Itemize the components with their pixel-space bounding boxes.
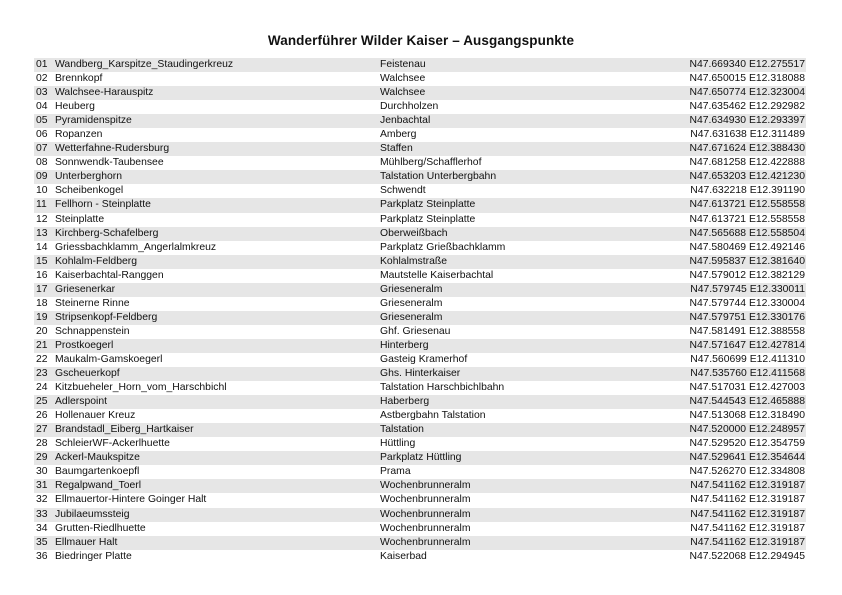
start-location: Grieseneralm	[380, 283, 443, 295]
coordinates: N47.635462 E12.292982	[689, 101, 805, 113]
trail-name: Ellmauertor-Hintere Goinger Halt	[55, 494, 207, 506]
start-location: Schwendt	[380, 185, 426, 197]
table-row	[34, 86, 806, 100]
start-location: Walchsee	[380, 73, 426, 85]
row-number: 06	[36, 129, 48, 141]
table-row	[34, 283, 806, 297]
table-row	[34, 269, 806, 283]
coordinates: N47.650015 E12.318088	[689, 73, 805, 85]
trail-name: Baumgartenkoepfl	[55, 466, 140, 478]
table-row	[34, 213, 806, 227]
start-location: Durchholzen	[380, 101, 439, 113]
start-location: Prama	[380, 466, 411, 478]
table-row	[34, 241, 806, 255]
table-row	[34, 156, 806, 170]
table-row	[34, 536, 806, 550]
coordinates: N47.579751 E12.330176	[689, 311, 805, 323]
table-row	[34, 114, 806, 128]
trail-name: Ackerl-Maukspitze	[55, 452, 140, 464]
coordinates: N47.520000 E12.248957	[689, 424, 805, 436]
row-number: 29	[36, 452, 48, 464]
row-number: 26	[36, 410, 48, 422]
coordinates: N47.565688 E12.558504	[689, 227, 805, 239]
trail-name: Brennkopf	[55, 73, 103, 85]
start-location: Parkplatz Steinplatte	[380, 199, 476, 211]
trail-name: Scheibenkogel	[55, 185, 124, 197]
trail-name: Prostkoegerl	[55, 339, 114, 351]
row-number: 08	[36, 157, 48, 169]
trail-name: Regalpwand_Toerl	[55, 480, 142, 492]
trail-name: Stripsenkopf-Feldberg	[55, 311, 158, 323]
trail-name: SchleierWF-Ackerlhuette	[55, 438, 170, 450]
trail-name: Brandstadl_Eiberg_Hartkaiser	[55, 424, 194, 436]
row-number: 02	[36, 73, 48, 85]
coordinates: N47.571647 E12.427814	[689, 339, 805, 351]
start-location: Wochenbrunneralm	[380, 494, 471, 506]
start-location: Wochenbrunneralm	[380, 508, 471, 520]
row-number: 16	[36, 269, 48, 281]
coordinates: N47.653203 E12.421230	[689, 171, 805, 183]
trail-name: Ellmauer Halt	[55, 536, 118, 548]
table-row	[34, 325, 806, 339]
coordinates: N47.541162 E12.319187	[690, 508, 805, 520]
table-row	[34, 227, 806, 241]
coordinates: N47.634930 E12.293397	[689, 115, 805, 127]
start-location: Hinterberg	[380, 339, 429, 351]
coordinates: N47.580469 E12.492146	[689, 241, 805, 253]
table-row	[34, 451, 806, 465]
start-location: Mühlberg/Schafflerhof	[380, 157, 482, 169]
row-number: 36	[36, 550, 48, 562]
table-row	[34, 170, 806, 184]
row-number: 10	[36, 185, 48, 197]
row-number: 13	[36, 227, 48, 239]
coordinates: N47.560699 E12.411310	[690, 353, 805, 365]
row-number: 07	[36, 143, 48, 155]
table-row	[34, 550, 806, 564]
table-row	[34, 311, 806, 325]
trail-name: Ropanzen	[55, 129, 103, 141]
start-location: Kohlalmstraße	[380, 255, 447, 267]
trail-name: Heuberg	[55, 101, 95, 113]
coordinates: N47.541162 E12.319187	[690, 536, 805, 548]
table-row	[34, 522, 806, 536]
start-location: Astbergbahn Talstation	[380, 410, 486, 422]
coordinates: N47.526270 E12.334808	[689, 466, 805, 478]
trail-name: Fellhorn - Steinplatte	[55, 199, 151, 211]
trail-name: Jubilaeumssteig	[55, 508, 130, 520]
start-location: Amberg	[380, 129, 417, 141]
trailhead-table	[34, 58, 806, 564]
row-number: 17	[36, 283, 48, 295]
trail-name: Adlerspoint	[55, 396, 107, 408]
trail-name: Steinerne Rinne	[55, 297, 130, 309]
start-location: Jenbachtal	[380, 115, 431, 127]
start-location: Kaiserbad	[380, 550, 427, 562]
trail-name: Maukalm-Gamskoegerl	[55, 353, 163, 365]
table-row	[34, 508, 806, 522]
row-number: 20	[36, 325, 48, 337]
coordinates: N47.632218 E12.391190	[690, 185, 805, 197]
trail-name: Kaiserbachtal-Ranggen	[55, 269, 164, 281]
start-location: Ghs. Hinterkaiser	[380, 368, 461, 380]
coordinates: N47.579745 E12.330011	[690, 283, 805, 295]
coordinates: N47.517031 E12.427003	[689, 382, 805, 394]
coordinates: N47.579744 E12.330004	[689, 297, 805, 309]
table-row	[34, 409, 806, 423]
start-location: Parkplatz Grießbachklamm	[380, 241, 506, 253]
table-row	[34, 58, 806, 72]
table-row	[34, 72, 806, 86]
start-location: Wochenbrunneralm	[380, 536, 471, 548]
row-number: 32	[36, 494, 48, 506]
coordinates: N47.541162 E12.319187	[690, 480, 805, 492]
coordinates: N47.669340 E12.275517	[689, 59, 805, 70]
row-number: 24	[36, 382, 48, 394]
trail-name: Griesenerkar	[55, 283, 116, 295]
row-number: 27	[36, 424, 48, 436]
coordinates: N47.544543 E12.465888	[689, 396, 805, 408]
row-number: 12	[36, 213, 48, 225]
coordinates: N47.529520 E12.354759	[689, 438, 805, 450]
trail-name: Wetterfahne-Rudersburg	[55, 143, 170, 155]
trail-name: Pyramidenspitze	[55, 115, 132, 127]
row-number: 05	[36, 115, 48, 127]
coordinates: N47.529641 E12.354644	[689, 452, 805, 464]
row-number: 22	[36, 353, 48, 365]
start-location: Mautstelle Kaiserbachtal	[380, 269, 494, 281]
start-location: Hüttling	[380, 438, 416, 450]
row-number: 09	[36, 171, 48, 183]
coordinates: N47.581491 E12.388558	[689, 325, 805, 337]
coordinates: N47.535760 E12.411568	[690, 368, 805, 380]
row-number: 31	[36, 480, 48, 492]
table-row	[34, 339, 806, 353]
row-number: 15	[36, 255, 48, 267]
start-location: Staffen	[380, 143, 413, 155]
trail-name: Steinplatte	[55, 213, 105, 225]
table-row	[34, 142, 806, 156]
trail-name: Biedringer Platte	[55, 550, 132, 562]
row-number: 03	[36, 87, 48, 99]
trail-name: Walchsee-Harauspitz	[55, 87, 154, 99]
coordinates: N47.595837 E12.381640	[689, 255, 805, 267]
table-row	[34, 437, 806, 451]
row-number: 01	[36, 59, 48, 70]
row-number: 18	[36, 297, 48, 309]
trail-name: Wandberg_Karspitze_Staudingerkreuz	[55, 59, 234, 70]
trail-name: Sonnwendk-Taubensee	[55, 157, 164, 169]
table-row	[34, 255, 806, 269]
table-row	[34, 184, 806, 198]
coordinates: N47.681258 E12.422888	[689, 157, 805, 169]
coordinates: N47.579012 E12.382129	[689, 269, 805, 281]
start-location: Talstation Harschbichlbahn	[380, 382, 505, 394]
trail-name: Unterberghorn	[55, 171, 123, 183]
start-location: Grieseneralm	[380, 311, 443, 323]
trail-name: Kitzbueheler_Horn_vom_Harschbichl	[55, 382, 227, 394]
coordinates: N47.513068 E12.318490	[689, 410, 805, 422]
coordinates: N47.671624 E12.388430	[689, 143, 805, 155]
table-row	[34, 297, 806, 311]
table-row	[34, 493, 806, 507]
trail-name: Kohlalm-Feldberg	[55, 255, 138, 267]
table-row	[34, 353, 806, 367]
row-number: 25	[36, 396, 48, 408]
row-number: 28	[36, 438, 48, 450]
start-location: Oberweißbach	[380, 227, 448, 239]
start-location: Parkplatz Steinplatte	[380, 213, 476, 225]
start-location: Gasteig Kramerhof	[380, 353, 468, 365]
row-number: 11	[36, 199, 47, 211]
start-location: Walchsee	[380, 87, 426, 99]
coordinates: N47.613721 E12.558558	[689, 213, 805, 225]
coordinates: N47.650774 E12.323004	[689, 87, 805, 99]
page-title: Wanderführer Wilder Kaiser – Ausgangspunkte	[267, 33, 575, 48]
table-row	[34, 479, 806, 493]
coordinates: N47.522068 E12.294945	[689, 550, 805, 562]
row-number: 19	[36, 311, 48, 323]
row-number: 21	[36, 339, 48, 351]
table-row	[34, 128, 806, 142]
row-number: 34	[36, 522, 48, 534]
coordinates: N47.541162 E12.319187	[690, 522, 805, 534]
row-number: 30	[36, 466, 48, 478]
start-location: Haberberg	[380, 396, 430, 408]
start-location: Talstation Unterbergbahn	[380, 171, 497, 183]
table-row	[34, 367, 806, 381]
coordinates: N47.631638 E12.311489	[690, 129, 805, 141]
table-row	[34, 381, 806, 395]
table-row	[34, 423, 806, 437]
start-location: Feistenau	[380, 59, 426, 70]
row-number: 35	[36, 536, 48, 548]
start-location: Talstation	[380, 424, 424, 436]
trail-name: Grutten-Riedlhuette	[55, 522, 146, 534]
table-row	[34, 198, 806, 212]
row-number: 23	[36, 368, 48, 380]
table-row	[34, 465, 806, 479]
trail-name: Gscheuerkopf	[55, 368, 120, 380]
coordinates: N47.541162 E12.319187	[690, 494, 805, 506]
trail-name: Griessbachklamm_Angerlalmkreuz	[55, 241, 217, 253]
trail-name: Kirchberg-Schafelberg	[55, 227, 159, 239]
row-number: 14	[36, 241, 48, 253]
table-row	[34, 395, 806, 409]
start-location: Wochenbrunneralm	[380, 480, 471, 492]
start-location: Grieseneralm	[380, 297, 443, 309]
trail-name: Hollenauer Kreuz	[55, 410, 136, 422]
start-location: Wochenbrunneralm	[380, 522, 471, 534]
coordinates: N47.613721 E12.558558	[689, 199, 805, 211]
start-location: Parkplatz Hüttling	[380, 452, 462, 464]
row-number: 33	[36, 508, 48, 520]
table-row	[34, 100, 806, 114]
trail-name: Schnappenstein	[55, 325, 130, 337]
row-number: 04	[36, 101, 48, 113]
start-location: Ghf. Griesenau	[380, 325, 451, 337]
